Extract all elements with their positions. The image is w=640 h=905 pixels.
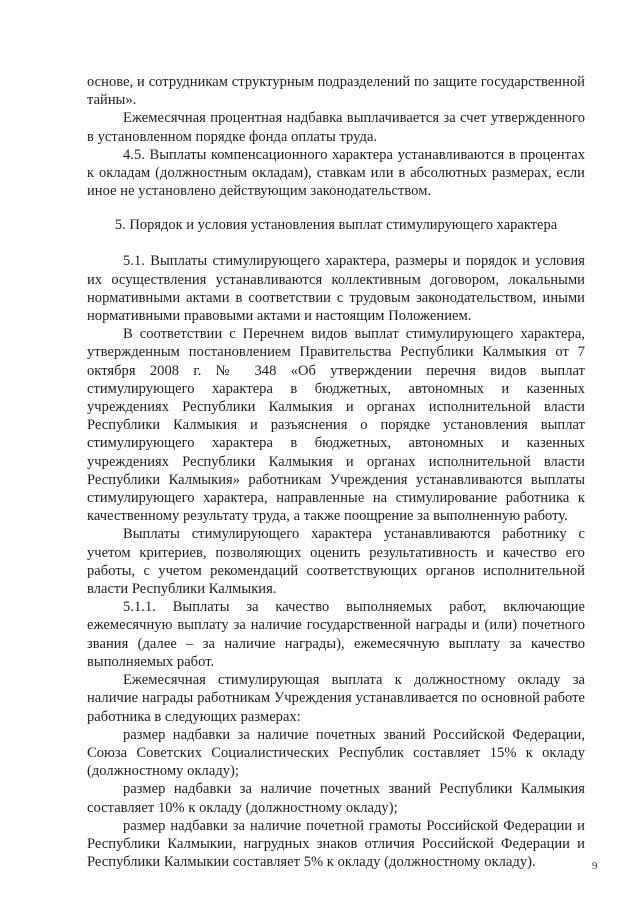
document-page	[87, 73, 585, 871]
paragraph-perechen: В соответствии с Перечнем видов выплат стимулирующего характера, утвержденным постановлением Правительства Республики Калмыкия от 7 октября 2008 г. № 348 «Об утверждении перечня видов выплат стимулирующего характера в бюджетных, автономных и казенных учреждениях Республики Калмыкия и органах исполнительной власти Республики Калмыкия и разъяснения о порядке установления выплат стимулирующего характера в бюджетных, автономных и казенных учреждениях Республики Калмыкия и органах исполнительной власти Республики Калмыкия» работникам Учреждения устанавливаются выплаты стимулирующего характера, направленные на стимулирование работника к качественному результату труда, а также поощрение за выполненную работу.	[87, 326, 585, 525]
paragraph-4-5: 4.5. Выплаты компенсационного характера устанавливаются в процентах к окладам (должностным окладам), ставкам или в абсолютных размерах, если иное не установлено действующим законодательством.	[87, 146, 585, 200]
paragraph-award-payment: Ежемесячная стимулирующая выплата к должностному окладу за наличие награды работникам Учреждения устанавливается по основной работе работника в следующих размерах:	[87, 672, 585, 725]
section-5-heading: 5. Порядок и условия установления выплат стимулирующего характера	[114, 217, 558, 234]
paragraph-continuation: основе, и сотрудникам структурным подразделений по защите государственной тайны».	[87, 74, 585, 109]
list-item-kalmykia-titles: размер надбавки за наличие почетных званий Республики Калмыкия составляет 10% к окладу (должностному окладу);	[87, 781, 585, 816]
paragraph-monthly-bonus: Ежемесячная процентная надбавка выплачивается за счет утвержденного в установленном порядке фонда оплаты труда.	[87, 110, 585, 145]
list-item-rf-titles: размер надбавки за наличие почетных званий Российской Федерации, Союза Советских Социалистических Республик составляет 15% к окладу (должностному окладу);	[87, 726, 585, 780]
page-number: 9	[592, 860, 598, 872]
paragraph-criteria: Выплаты стимулирующего характера устанавливаются работнику с учетом критериев, позволяющих оценить результативность и качество его работы, с учетом рекомендаций соответствующих органов исполнительной власти Республики Калмыкия.	[87, 526, 585, 598]
list-item-certificates: размер надбавки за наличие почетной грамоты Российской Федерации и Республики Калмыкии, нагрудных знаков отличия Российской Федерации и Республики Калмыкии составляет 5% к окладу (должностному окладу).	[87, 817, 585, 871]
paragraph-5-1: 5.1. Выплаты стимулирующего характера, размеры и порядок и условия их осуществления устанавливаются коллективным договором, локальными нормативными актами в соответствии с трудовым законодательством, иными нормативными правовыми актами и настоящим Положением.	[87, 253, 585, 325]
paragraph-5-1-1: 5.1.1. Выплаты за качество выполняемых работ, включающие ежемесячную выплату за наличие государственной награды и (или) почетного звания (далее – за наличие награды), ежемесячную выплату за качество выполняемых работ.	[87, 599, 585, 670]
